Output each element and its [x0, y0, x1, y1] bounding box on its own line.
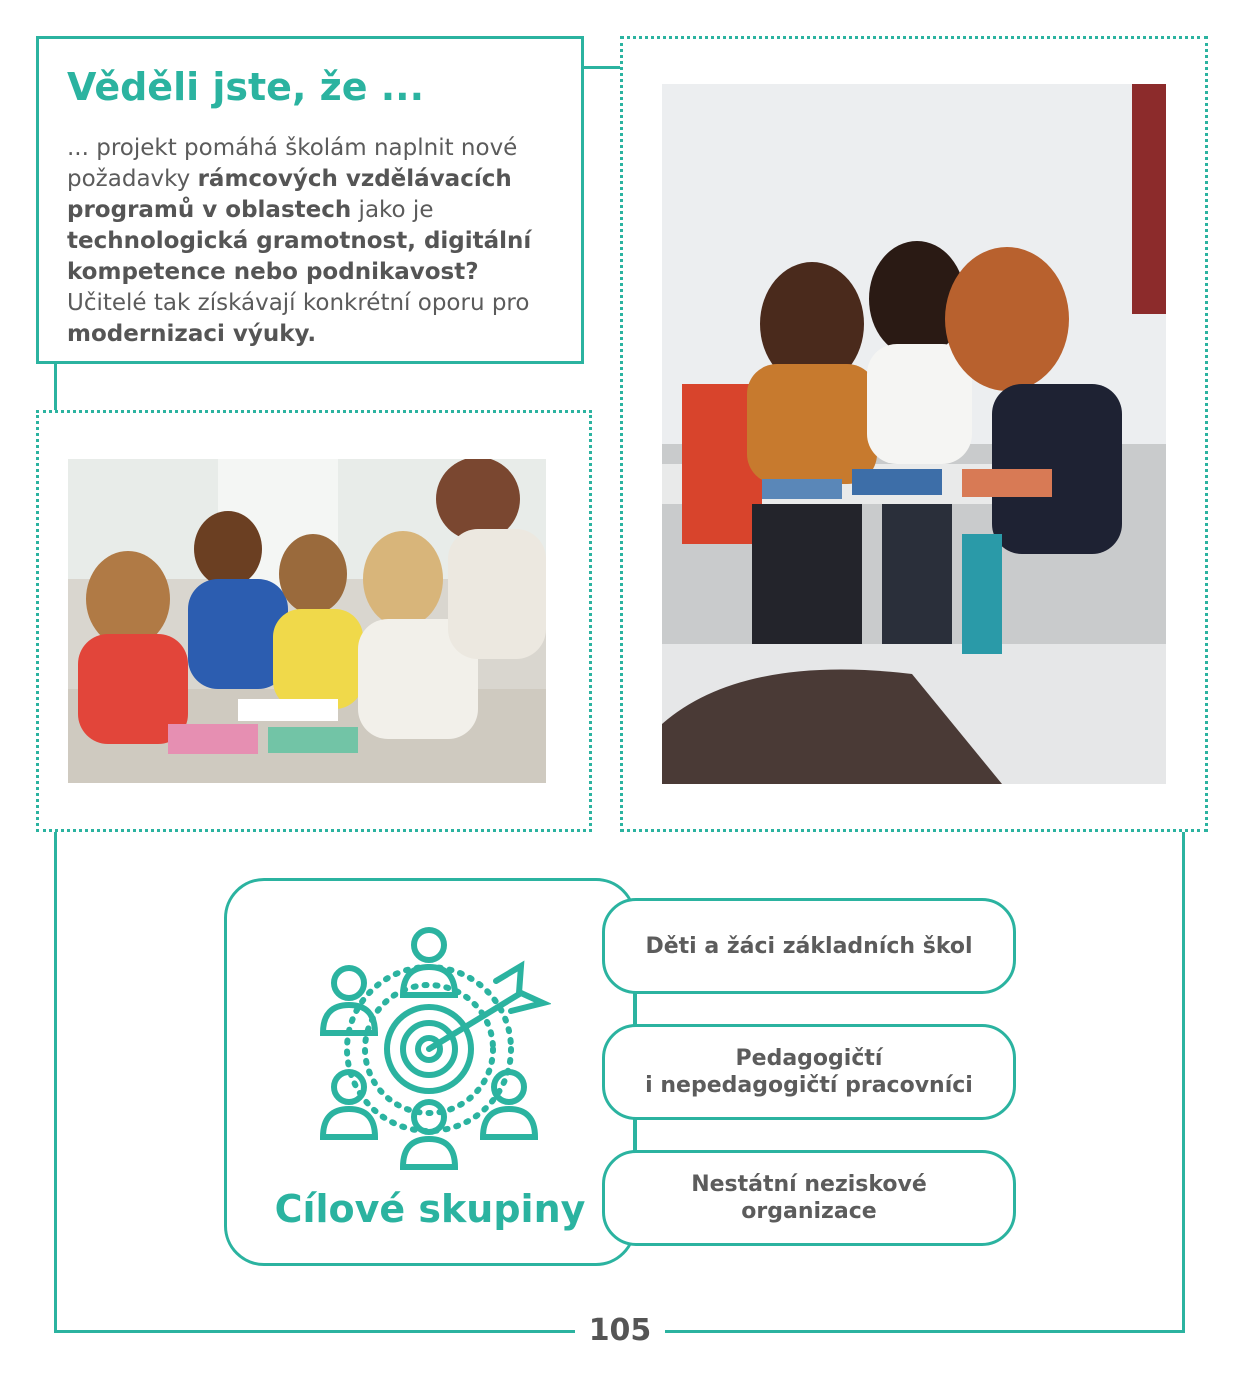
did-you-know-box: [36, 36, 584, 364]
page-number-text: 105: [575, 1313, 666, 1348]
classroom-photo-children: [68, 459, 546, 783]
did-you-know-title: Věděli jste, že ...: [67, 65, 425, 109]
classroom-photo-girls: [662, 84, 1166, 784]
frame-line-right: [1182, 830, 1185, 1333]
did-you-know-text: [67, 133, 547, 350]
fact-segment: Učitelé tak získávají konkrétní oporu pro: [67, 290, 530, 316]
target-group-pill: [602, 898, 1016, 994]
target-group-label: Děti a žáci základních škol: [645, 933, 973, 959]
target-group-label: Pedagogičtí i nepedagogičtí pracovníci: [645, 1046, 973, 1098]
target-group-label: Nestátní neziskové organizace: [691, 1172, 927, 1224]
target-group-pill: [602, 1150, 1016, 1246]
frame-line-top-connector: [584, 66, 622, 69]
fact-segment-bold: modernizaci výuky.: [67, 321, 317, 347]
target-group-pill: [602, 1024, 1016, 1120]
fact-segment-bold: technologická gramotnost, digitální kompetence nebo podnikavost?: [67, 228, 532, 285]
fact-segment: ... projekt pomáhá školám naplnit nové požadavky: [67, 135, 518, 192]
fact-segment: jako je: [351, 197, 434, 223]
target-groups-title: Cílové skupiny: [274, 1187, 586, 1231]
target-audience-icon: [311, 921, 551, 1171]
page-number: [0, 1313, 1240, 1348]
fact-segment-bold: rámcových vzdělávacích programů v oblastech: [67, 166, 512, 223]
target-groups-box: [224, 878, 636, 1266]
